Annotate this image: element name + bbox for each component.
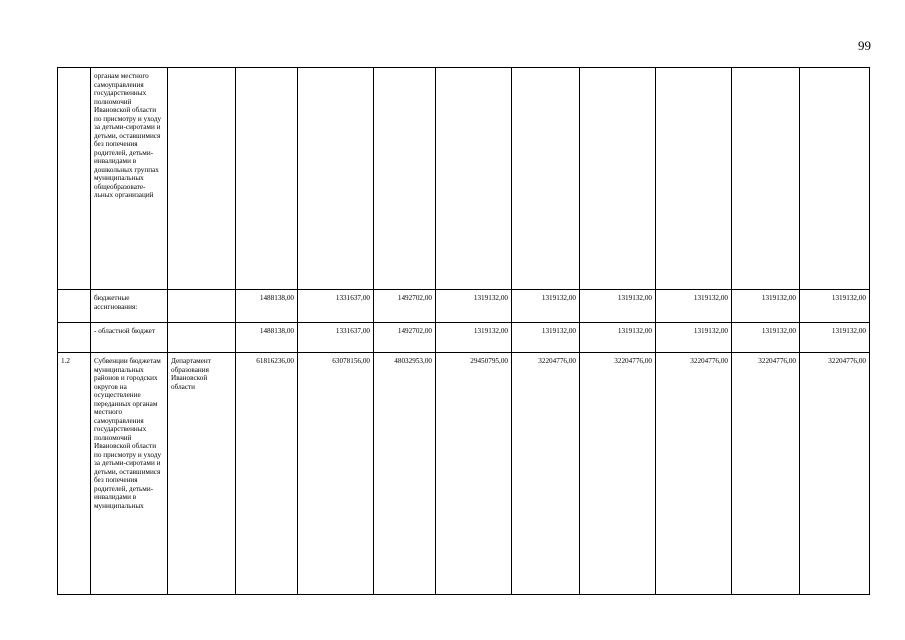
table-body [58, 68, 870, 595]
row-value-cell: 1492702,00 [374, 323, 436, 353]
row-value-cell: 32204776,00 [732, 353, 800, 595]
row-code-cell [58, 68, 91, 290]
row-value-cell [656, 68, 732, 290]
row-executor-cell [168, 290, 236, 323]
row-value-cell: 1319132,00 [512, 323, 580, 353]
row-value-cell: 1319132,00 [436, 323, 512, 353]
row-executor-cell: Департамент образования Ивановской области [168, 353, 236, 595]
row-value-cell: 1331637,00 [298, 323, 374, 353]
row-value-cell: 1319132,00 [436, 290, 512, 323]
row-value-cell: 32204776,00 [580, 353, 656, 595]
row-value-cell: 61816236,00 [236, 353, 298, 595]
row-code-cell [58, 323, 91, 353]
row-value-cell [580, 68, 656, 290]
row-value-cell [298, 68, 374, 290]
row-value-cell: 1319132,00 [656, 323, 732, 353]
row-value-cell: 32204776,00 [656, 353, 732, 595]
row-value-cell: 1488138,00 [236, 290, 298, 323]
row-value-cell: 1319132,00 [732, 290, 800, 323]
row-value-cell: 1331637,00 [298, 290, 374, 323]
row-value-cell: 32204776,00 [512, 353, 580, 595]
row-code-cell [58, 290, 91, 323]
row-value-cell: 1319132,00 [580, 290, 656, 323]
row-value-cell: 1319132,00 [580, 323, 656, 353]
row-value-cell [732, 68, 800, 290]
row-value-cell: 1488138,00 [236, 323, 298, 353]
row-value-cell: 1319132,00 [800, 323, 870, 353]
row-value-cell: 63078156,00 [298, 353, 374, 595]
row-value-cell: 32204776,00 [800, 353, 870, 595]
row-value-cell: 1492702,00 [374, 290, 436, 323]
row-name-cell: органам местного самоуправления государственных полномочий Ивановской области по присмотру и уходу за детьми-сиротами и детьми, оставшимися без попечения родителей, детьми-инвалидами в дошкольных группах муниципальных общеобразовате-льных организаций [91, 68, 168, 290]
row-value-cell: 48032953,00 [374, 353, 436, 595]
row-value-cell [436, 68, 512, 290]
table-row [58, 68, 870, 290]
table-row [58, 323, 870, 353]
budget-table [57, 67, 870, 595]
page-number: 99 [858, 38, 871, 53]
row-value-cell [236, 68, 298, 290]
table-row [58, 353, 870, 595]
row-value-cell [800, 68, 870, 290]
row-executor-cell [168, 68, 236, 290]
row-value-cell: 1319132,00 [800, 290, 870, 323]
row-code-cell: 1.2 [58, 353, 91, 595]
table-row [58, 290, 870, 323]
row-executor-cell [168, 323, 236, 353]
row-value-cell: 29450795,00 [436, 353, 512, 595]
row-value-cell [512, 68, 580, 290]
row-name-cell: бюджетные ассигнования: [91, 290, 168, 323]
row-name-cell: - областной бюджет [91, 323, 168, 353]
row-value-cell: 1319132,00 [512, 290, 580, 323]
row-value-cell: 1319132,00 [656, 290, 732, 323]
row-value-cell: 1319132,00 [732, 323, 800, 353]
row-name-cell: Субвенции бюджетам муниципальных районов и городских округов на осуществление переданных органам местного самоуправления государственных полномочий Ивановской области по присмотру и уходу за детьми-сиротами и детьми, оставшимися без попечения родителей, детьми-инвалидами в муниципальных [91, 353, 168, 595]
row-value-cell [374, 68, 436, 290]
